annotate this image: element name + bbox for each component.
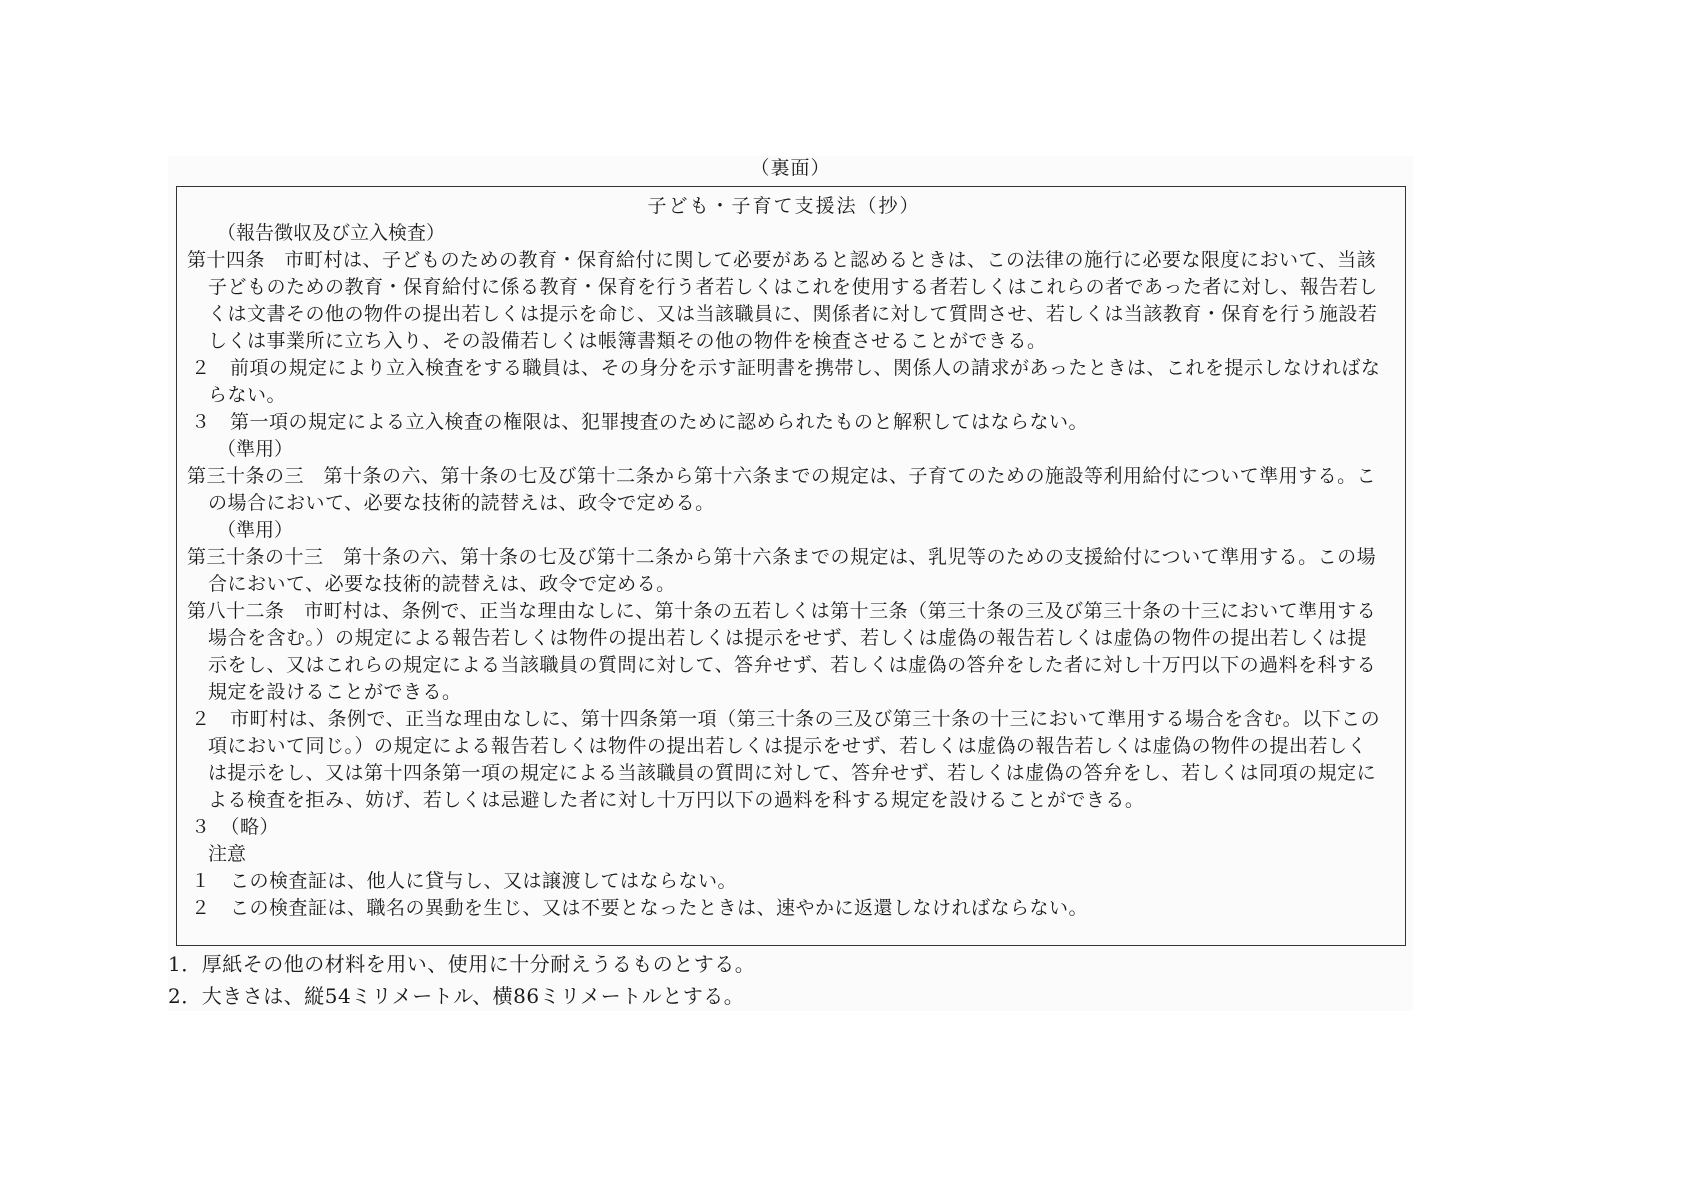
- caption: （準用）: [217, 438, 294, 460]
- caption: （報告徴収及び立入検査）: [217, 222, 446, 244]
- footnote-1: 1．厚紙その他の材料を用い、使用に十分耐えうるものとする。: [168, 952, 756, 976]
- footnote-2: 2．大きさは、縦54ミリメートル、横86ミリメートルとする。: [168, 984, 745, 1008]
- article-82: 第八十二条 市町村は、条例で、正当な理由なしに、第十条の五若しくは第十三条（第三十条の三及び第三十条の十三において準用する場合を含む。）の規定による報告若しくは物件の提出若しくは提示をせず、若しくは虚偽の報告若しくは虚偽の物件の提出若しくは提示をし、又はこれらの規定による当該職員の質問に対して、答弁せず、若しくは虚偽の答弁をした者に対し十万円以下の過料を科する規定を設けることができる。: [187, 600, 1377, 703]
- side-label: （裏面）: [750, 157, 831, 179]
- article-82-para-3: ３ （略）: [191, 816, 280, 838]
- article-14: 第十四条 市町村は、子どものための教育・保育給付に関して必要があると認めるときは、この法律の施行に必要な限度において、当該子どものための教育・保育給付に係る教育・保育を行う者若しくはこれを使用する者若しくはこれらの者であった者に対し、報告若しくは文書その他の物件の提出若しくは提示を命じ、又は当該職員に、関係者に対して質問させ、若しくは当該教育・保育を行う施設若しくは事業所に立ち入り、その設備若しくは帳簿書類その他の物件を検査させることができる。: [187, 249, 1378, 352]
- notice-heading: 注意: [208, 843, 247, 865]
- law-title: 子ども・子育て支援法（抄）: [647, 195, 921, 217]
- notice-item-2: ２ この検査証は、職名の異動を生じ、又は不要となったときは、速やかに返還しなければならない。: [191, 897, 1089, 919]
- article-14-para-2: ２ 前項の規定により立入検査をする職員は、その身分を示す証明書を携帯し、関係人の請求があったときは、これを提示しなければならない。: [191, 357, 1381, 406]
- inspection-card-back: [176, 186, 1406, 946]
- article-30-3: 第三十条の三 第十条の六、第十条の七及び第十二条から第十六条までの規定は、子育てのための施設等利用給付について準用する。この場合において、必要な技術的読替えは、政令で定める。: [187, 465, 1377, 514]
- document-sheet: [168, 156, 1413, 1011]
- notice-item-1: １ この検査証は、他人に貸与し、又は譲渡してはならない。: [191, 870, 738, 892]
- article-82-para-2: ２ 市町村は、条例で、正当な理由なしに、第十四条第一項（第三十条の三及び第三十条の十三において準用する場合を含む。以下この項において同じ。）の規定による報告若しくは物件の提出若しくは提示をせず、若しくは虚偽の報告若しくは虚偽の物件の提出若しくは提示をし、又は第十四条第一項の規定による当該職員の質問に対して、答弁せず、若しくは虚偽の答弁をし、若しくは同項の規定による検査を拒み、妨げ、若しくは忌避した者に対し十万円以下の過料を科する規定を設けることができる。: [191, 708, 1381, 811]
- footnotes: [168, 948, 1413, 1012]
- caption: （準用）: [217, 519, 294, 541]
- article-30-13: 第三十条の十三 第十条の六、第十条の七及び第十二条から第十六条までの規定は、乳児等のための支援給付について準用する。この場合において、必要な技術的読替えは、政令で定める。: [187, 546, 1377, 595]
- article-14-para-3: ３ 第一項の規定による立入検査の権限は、犯罪捜査のために認められたものと解釈してはならない。: [191, 411, 1089, 433]
